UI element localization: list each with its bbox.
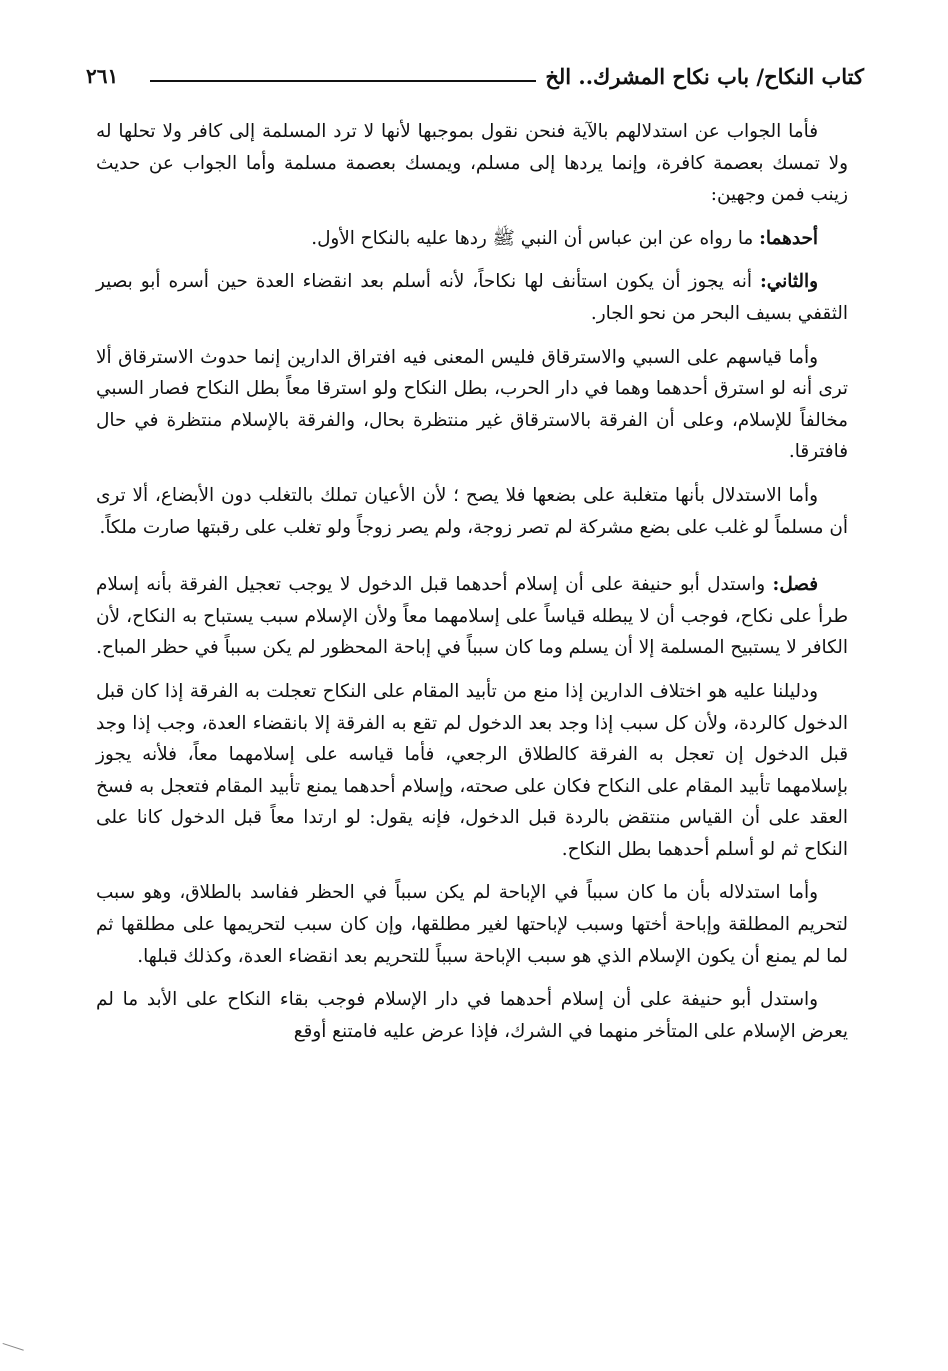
paragraph: [96, 116, 848, 211]
chapter-title: كتاب النكاح/ باب نكاح المشرك.. الخ: [545, 64, 864, 89]
paragraph: [96, 984, 848, 1047]
paragraph-text: وأما الاستدلال بأنها متغلبة على بضعها فلا يصح ؛ لأن الأعيان تملك بالتغلب دون الأبضاع، ألا ترى أن مسلماً لو غلب على بضع مشركة لم تصر زوجة، ولم يصر زوجاً ولو تغلب على رقبتها صارت ملكاً.: [96, 484, 848, 538]
section-lead: فصل:: [772, 574, 818, 596]
paragraph: [96, 266, 848, 329]
paragraph-text: وأما قياسهم على السبي والاسترقاق فليس المعنى فيه افتراق الدارين إنما حدوث الاسترقاق ألا ترى أنه لو استرق أحدهما وهما في دار الحرب، بطل النكاح ولو استرقا معاً بطل النكاح فصار السبي مخالفاً للإسلام، وعلى أن الفرقة بالاسترقاق غير منتظرة بحال، والفرقة بالإسلام منتظرة في حال فافترقا.: [96, 346, 848, 463]
paragraph-lead: والثاني:: [760, 271, 818, 293]
paragraph: [96, 223, 848, 255]
paragraph-lead: أحدهما:: [759, 227, 818, 249]
paragraph: [96, 569, 848, 664]
paragraph-text: فأما الجواب عن استدلالهم بالآية فنحن نقول بموجبها لأنها لا ترد المسلمة إلى كافر ولا تحلها له ولا تمسك بعصمة كافرة، وإنما يردها إلى مسلم، ويمسك بعصمة مسلمة وأما الجواب عن حديث زينب فمن وجهين:: [96, 121, 848, 206]
scan-mark: [0, 1343, 24, 1364]
paragraph-text: وأما استدلاله بأن ما كان سبباً في الإباحة لم يكن سبباً في الحظر ففاسد بالطلاق، وهو سبب لتحريم المطلقة وإباحة أختها وسبب لإباحتها لغير مطلقها، وإن كان سبب لتحريمها على مطلقها ثم لما لم يمنع أن يكون الإسلام الذي هو سبب الإباحة سبباً للتحريم بعد انقضاء العدة، وكذلك قبلها.: [96, 882, 848, 967]
paragraph-text: ما رواه عن ابن عباس أن النبي ﷺ ردها عليه بالنكاح الأول.: [311, 227, 754, 249]
paragraph-text: ودليلنا عليه هو اختلاف الدارين إذا منع من تأبيد المقام على النكاح تعجلت به الفرقة إذا كان قبل الدخول كالردة، ولأن كل سبب إذا وجد بعد الدخول لم تقع به الفرقة إلا بانقضاء العدة، وجب إذا وجد قبل الدخول إن تعجل به الفرقة كالطلاق الرجعي، فأما قياسه على إسلامهما معاً، فلأنه يجوز بإسلامهما تأبيد المقام على النكاح فكان على صحته، وإسلام أحدهما يمنع تأبيد المقام فتعجل به فسخ العقد على أن القياس منتقض بالردة قبل الدخول، فإنه يقول: لو ارتدا معاً قبل الدخول كانا على النكاح ثم لو أسلم أحدهما بطل النكاح.: [96, 680, 848, 860]
paragraph: [96, 480, 848, 543]
paragraph-text: واستدل أبو حنيفة على أن إسلام أحدهما قبل الدخول لا يوجب تعجيل الفرقة بأنه إسلام طرأ على نكاح، فوجب أن لا يبطله قياساً على إسلامهما معاً ولأن الإسلام سبب يستباح به النكاح، لأن الكافر لا يستبيح المسلمة إلا أن يسلم وما كان سبباً في إباحة المحظور لم يكن سبباً في حظر المباح.: [96, 574, 848, 659]
header-rule: [150, 80, 536, 82]
page-number: ٢٦١: [86, 64, 119, 88]
paragraph-text: واستدل أبو حنيفة على أن إسلام أحدهما في دار الإسلام فوجب بقاء النكاح على الأبد ما لم يعرض الإسلام على المتأخر منهما في الشرك، فإذا عرض عليه فامتنع أوقع: [96, 989, 848, 1042]
paragraph: [96, 877, 848, 972]
running-header: [86, 62, 864, 98]
page-body: [96, 116, 848, 1047]
paragraph: [96, 676, 848, 866]
paragraph-text: أنه يجوز أن يكون استأنف لها نكاحاً، لأنه أسلم بعد انقضاء العدة حين أسره أبو بصير الثقفي بسيف البحر من نحو الجار.: [96, 271, 848, 324]
paragraph: [96, 342, 848, 468]
